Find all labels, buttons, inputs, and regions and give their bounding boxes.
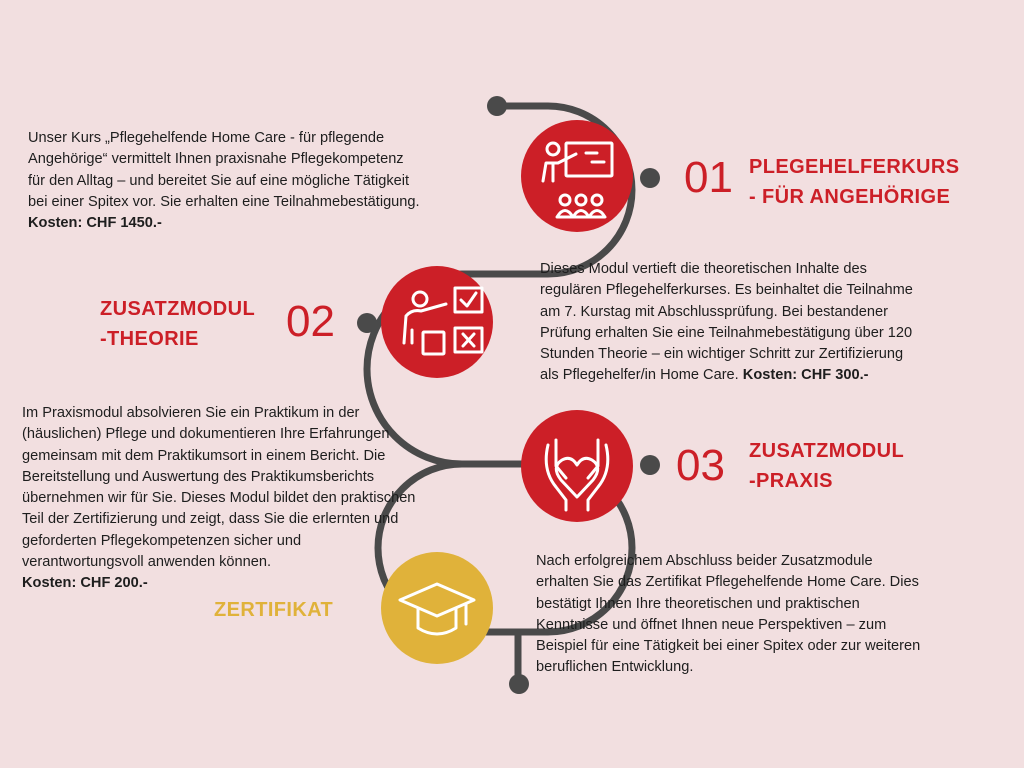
step-02-badge [381,266,493,378]
step-03-description-text: Im Praxismodul absolvieren Sie ein Praktikum in der (häuslichen) Pflege und dokumentieren Ihre Erfahrungen gemeinsam mit dem Praktikumsort in einem Bericht. Die Bereitstellung und Auswertung des Praktikumsberichts übernehmen wir für Sie. Dieses Modul bildet den praktischen Teil der Zertifizierung und zeigt, dass Sie die erlernten und geforderten Pflegekompetenzen sicher und verantwortungsvoll anwenden können. [22,405,416,571]
certificate-description [536,551,1006,679]
step-01-number: 01 [684,153,733,202]
step-03-description [22,403,502,595]
step-02-description [540,259,1010,387]
certificate-title: ZERTIFIKAT [214,599,334,621]
certificate-description-text: Nach erfolgreichem Abschluss beider Zusatzmodule erhalten Sie das Zertifikat Pflegehelfende Home Care. Dies bestätigt Ihnen Ihre theoretischen und praktischen Kenntnisse und öffnet Ihnen neue Perspektiven – zum Beispiel für eine Tätigkeit bei einer Spitex oder zur weiteren beruflichen Entwicklung. [536,553,921,676]
step-01-description-text: Unser Kurs „Pflegehelfende Home Care - für pflegende Angehörige“ vermittelt Ihnen praxisnahe Pflegekompetenz für den Alltag – und bereitet Sie auf eine mögliche Tätigkeit bei einer Spitex vor. Sie erhalten eine Teilnahmebestätigung. [28,130,420,210]
path-node-03 [640,455,660,475]
step-03-title: ZUSATZMODUL -PRAXIS [749,440,905,492]
path-node-start [487,96,507,116]
step-03-cost: Kosten: CHF 200.- [22,575,148,592]
path-node-end [509,674,529,694]
step-03-number: 03 [676,441,725,490]
path-node-02 [357,313,377,333]
step-01-cost: Kosten: CHF 1450.- [28,215,162,232]
step-02-description-text: Dieses Modul vertieft die theoretischen Inhalte des regulären Pflegehelferkurses. Es beinhaltet die Teilnahme am 7. Kurstag mit Abschlussprüfung. Bei bestandener Prüfung erhalten Sie eine Teilnahmebestätigung über 120 Stunden Theorie – ein wichtiger Schritt zur Zertifizierung als Pflegehelfer/in Home Care. [540,261,913,384]
step-01-description [28,128,498,234]
step-01-title: PLEGEHELFERKURS - FÜR ANGEHÖRIGE [749,156,960,208]
step-02-number: 02 [286,297,335,346]
path-node-01 [640,168,660,188]
step-02-title: ZUSATZMODUL -THEORIE [100,298,256,350]
step-02-cost: Kosten: CHF 300.- [742,367,869,384]
